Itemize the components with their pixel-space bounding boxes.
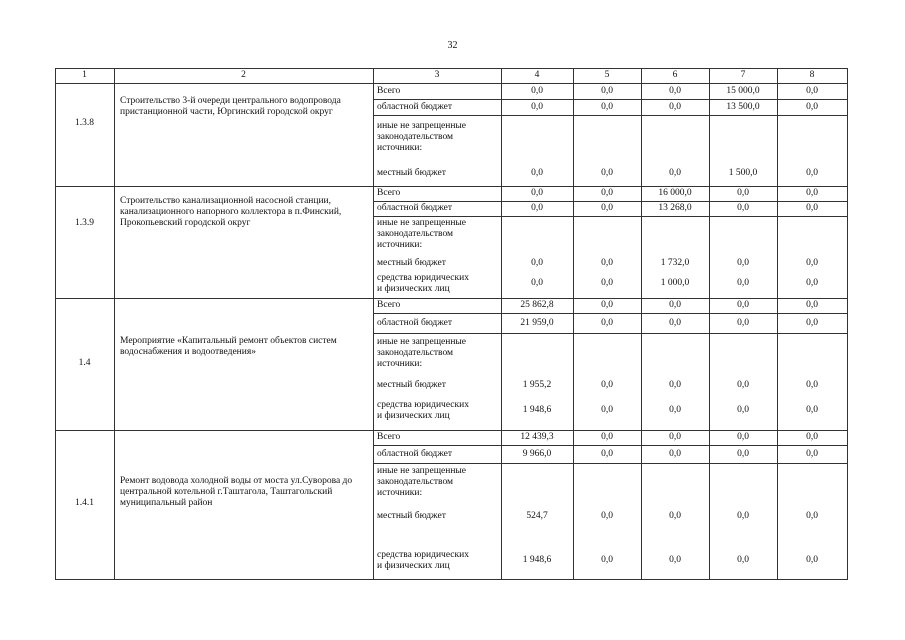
row-border (373, 333, 848, 334)
row-border (55, 430, 848, 431)
value-local: 0,0 (669, 511, 681, 521)
row-border (373, 201, 848, 202)
value-local: 0,0 (737, 380, 749, 390)
row-name: Мероприятие «Капитальный ремонт объектов систем водоснабжения и водоотведения» (120, 336, 337, 357)
column-border (114, 68, 115, 579)
value-regional: 0,0 (806, 449, 818, 459)
value-legal: 0,0 (806, 405, 818, 415)
value-total: 0,0 (737, 432, 749, 442)
column-header-1: 1 (82, 70, 87, 80)
label-legal: средства юридических (377, 273, 469, 283)
label-total: Всего (377, 432, 401, 442)
value-legal: 0,0 (806, 278, 818, 288)
value-regional: 0,0 (737, 318, 749, 328)
value-regional: 0,0 (601, 102, 613, 112)
value-regional: 0,0 (737, 203, 749, 213)
value-total: 12 439,3 (520, 432, 554, 442)
value-local: 0,0 (806, 380, 818, 390)
column-border (847, 68, 848, 579)
value-local: 0,0 (737, 258, 749, 268)
value-local: 524,7 (526, 511, 548, 521)
column-header-7: 7 (740, 70, 746, 80)
row-border (373, 99, 848, 100)
value-total: 0,0 (601, 86, 613, 96)
label-local: местный бюджет (377, 258, 446, 268)
label-local: местный бюджет (377, 511, 446, 521)
value-local: 0,0 (531, 168, 543, 178)
value-regional: 0,0 (601, 203, 613, 213)
value-legal: 1 948,6 (522, 405, 552, 415)
column-header-6: 6 (672, 70, 678, 80)
label-other: законодательством (377, 348, 454, 358)
value-local: 0,0 (737, 511, 749, 521)
column-border (373, 68, 374, 579)
label-legal: средства юридических (377, 550, 469, 560)
value-total: 0,0 (601, 432, 613, 442)
value-legal: 1 948,6 (522, 555, 552, 565)
label-other: источники: (377, 143, 423, 153)
value-total: 0,0 (531, 86, 543, 96)
row-border (373, 445, 848, 446)
label-other: источники: (377, 488, 423, 498)
label-other: иные не запрещенные (377, 218, 467, 228)
value-regional: 0,0 (531, 102, 543, 112)
row-id: 1.4.1 (75, 498, 94, 508)
value-regional: 13 268,0 (658, 203, 692, 213)
value-legal: 0,0 (669, 405, 681, 415)
value-total: 0,0 (806, 300, 818, 310)
label-other: иные не запрещенные (377, 121, 467, 131)
value-total: 0,0 (669, 432, 681, 442)
label-other: источники: (377, 240, 423, 250)
value-legal: 0,0 (531, 278, 543, 288)
value-legal: 0,0 (601, 405, 613, 415)
row-id: 1.4 (78, 358, 91, 368)
value-legal: 1 000,0 (660, 278, 690, 288)
value-regional: 0,0 (669, 102, 681, 112)
value-total: 0,0 (737, 188, 749, 198)
value-local: 0,0 (601, 258, 613, 268)
column-header-5: 5 (604, 70, 610, 80)
row-border (373, 313, 848, 314)
value-total: 0,0 (806, 86, 818, 96)
value-regional: 0,0 (669, 449, 681, 459)
label-other: законодательством (377, 132, 454, 142)
label-regional: областной бюджет (377, 203, 453, 213)
row-name: Ремонт водовода холодной воды от моста ул.Суворова до центральной котельной г.Таштагола, Таштагольский муниципальный район (120, 476, 353, 508)
column-header-4: 4 (534, 70, 540, 80)
value-local: 0,0 (601, 168, 613, 178)
label-regional: областной бюджет (377, 318, 453, 328)
value-total: 0,0 (669, 86, 681, 96)
value-regional: 21 959,0 (520, 318, 554, 328)
label-regional: областной бюджет (377, 449, 453, 459)
value-local: 0,0 (806, 511, 818, 521)
funding-table (55, 68, 847, 579)
label-other: источники: (377, 359, 423, 369)
value-regional: 0,0 (601, 318, 613, 328)
value-legal: 0,0 (806, 555, 818, 565)
value-total: 15 000,0 (726, 86, 760, 96)
value-total: 0,0 (669, 300, 681, 310)
label-total: Всего (377, 300, 401, 310)
value-regional: 0,0 (531, 203, 543, 213)
column-header-3: 3 (434, 70, 440, 80)
value-regional: 0,0 (737, 449, 749, 459)
value-legal: 0,0 (601, 278, 613, 288)
value-legal: 0,0 (737, 555, 749, 565)
value-total: 16 000,0 (658, 188, 692, 198)
value-local: 0,0 (601, 380, 613, 390)
row-name: Строительство канализационной насосной станции, канализационного напорного коллектора в п.Финский, Прокопьевский городской округ (120, 196, 342, 228)
row-border (55, 298, 848, 299)
row-id: 1.3.8 (75, 118, 94, 128)
page-number: 32 (447, 40, 458, 51)
row-name: Строительство 3-й очереди центрального водопровода пристанционной части, Юргинский городской округ (120, 96, 341, 117)
value-legal: 0,0 (737, 405, 749, 415)
row-border (373, 216, 848, 217)
label-legal: и физических лиц (377, 411, 450, 421)
label-local: местный бюджет (377, 380, 446, 390)
value-regional: 0,0 (806, 102, 818, 112)
value-local: 0,0 (806, 168, 818, 178)
row-border (373, 463, 848, 464)
row-border (55, 68, 848, 69)
row-border (55, 186, 848, 187)
value-regional: 0,0 (806, 318, 818, 328)
value-total: 0,0 (806, 432, 818, 442)
value-local: 0,0 (669, 168, 681, 178)
value-total: 0,0 (601, 188, 613, 198)
value-regional: 9 966,0 (522, 449, 552, 459)
label-total: Всего (377, 188, 401, 198)
value-regional: 0,0 (669, 318, 681, 328)
value-regional: 13 500,0 (726, 102, 760, 112)
label-local: местный бюджет (377, 168, 446, 178)
value-total: 0,0 (601, 300, 613, 310)
value-local: 0,0 (531, 258, 543, 268)
value-local: 0,0 (669, 380, 681, 390)
row-id: 1.3.9 (75, 218, 94, 228)
column-header-2: 2 (241, 70, 246, 80)
label-legal: и физических лиц (377, 561, 450, 571)
label-total: Всего (377, 86, 401, 96)
row-border (55, 83, 848, 84)
value-total: 0,0 (806, 188, 818, 198)
label-legal: средства юридических (377, 400, 469, 410)
label-other: законодательством (377, 477, 454, 487)
value-legal: 0,0 (669, 555, 681, 565)
label-other: иные не запрещенные (377, 466, 467, 476)
value-local: 1 955,2 (522, 380, 552, 390)
row-border (373, 115, 848, 116)
label-other: законодательством (377, 229, 454, 239)
value-local: 1 500,0 (728, 168, 758, 178)
value-legal: 0,0 (601, 555, 613, 565)
value-local: 1 732,0 (660, 258, 690, 268)
label-regional: областной бюджет (377, 102, 453, 112)
value-total: 0,0 (737, 300, 749, 310)
value-regional: 0,0 (806, 203, 818, 213)
label-other: иные не запрещенные (377, 337, 467, 347)
value-local: 0,0 (806, 258, 818, 268)
label-legal: и физических лиц (377, 284, 450, 294)
row-border (55, 579, 848, 580)
value-total: 25 862,8 (520, 300, 554, 310)
value-local: 0,0 (601, 511, 613, 521)
value-legal: 0,0 (737, 278, 749, 288)
column-header-8: 8 (809, 70, 815, 80)
value-total: 0,0 (531, 188, 543, 198)
value-regional: 0,0 (601, 449, 613, 459)
